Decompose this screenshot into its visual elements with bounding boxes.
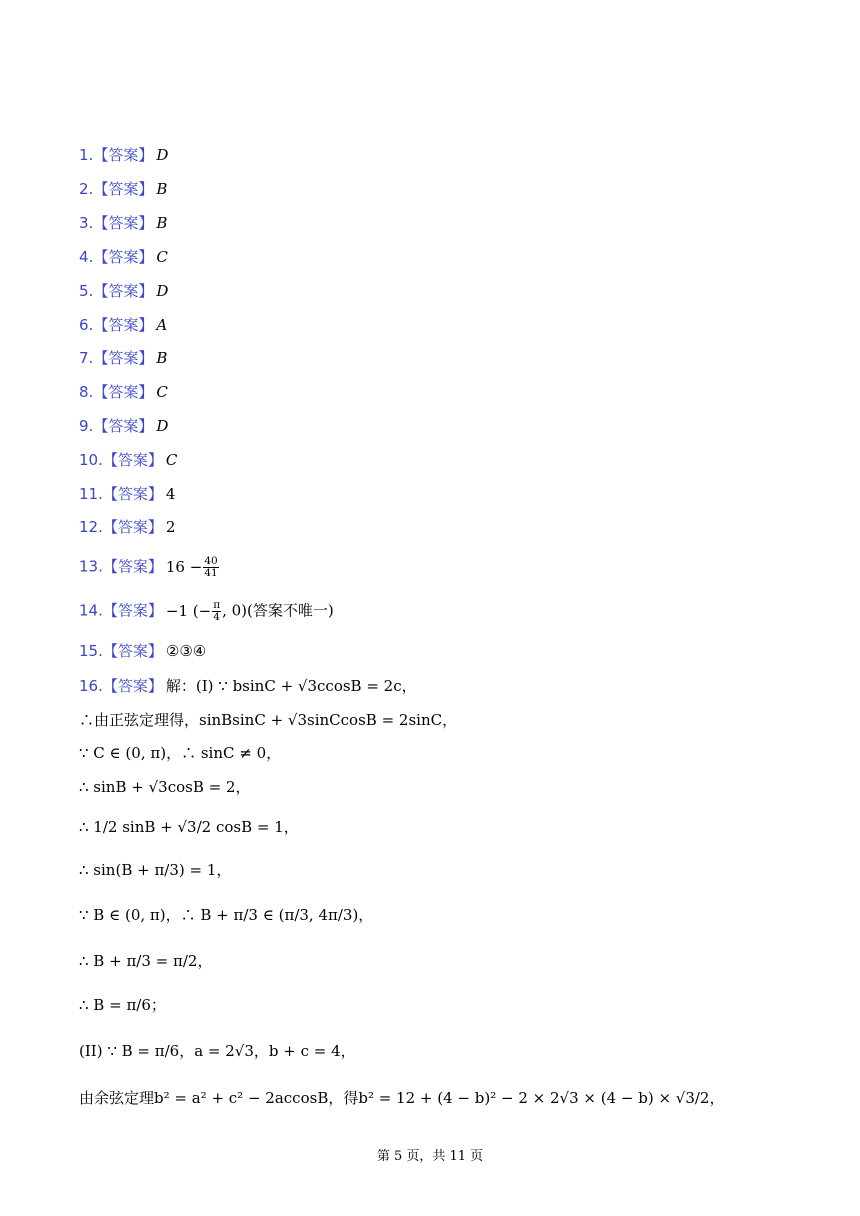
solution-line: ∵ B ∈ (0, π)，∴ B + π/3 ∈ (π/3, 4π/3)，	[79, 906, 374, 924]
answer-line: 7.【答案】 B	[79, 349, 168, 367]
answer-line: 10.【答案】 C	[79, 451, 178, 469]
answer-line: 16.【答案】 解：(I) ∵ bsinC + √3ccosB = 2c，	[79, 677, 417, 695]
fraction: $\frac{\pi}{4}$	[213, 599, 221, 623]
answer-line: 1.【答案】 D	[79, 146, 169, 164]
solution-line: ∵ C ∈ (0, π)，∴ sinC ≠ 0，	[79, 744, 282, 762]
answer-line: 8.【答案】 C	[79, 383, 168, 401]
answer-line: 12.【答案】 2	[79, 518, 176, 536]
answer-line: 2.【答案】 B	[79, 180, 168, 198]
answer-line: 9.【答案】 D	[79, 417, 169, 435]
solution-line: ∴ sinB + √3cosB = 2，	[79, 778, 251, 796]
solution-line: 由余弦定理b² = a² + c² − 2accosB，得b² = 12 + (4 − b)² − 2 × 2√3 × (4 − b) × √3/2，	[79, 1089, 725, 1107]
solution-line: ∴由正弦定理得，sinBsinC + √3sinCcosB = 2sinC，	[79, 711, 458, 729]
answer-line: 14.【答案】 −1 (− $\frac{\pi}{4}$ , 0)(答案不唯一)	[79, 599, 334, 623]
solution-line: ∴ 1/2 sinB + √3/2 cosB = 1，	[79, 818, 299, 836]
fraction: $\frac{40}{41}$	[204, 555, 218, 579]
solution-line: (II) ∵ B = π/6，a = 2√3，b + c = 4，	[79, 1042, 356, 1060]
answer-line: 11.【答案】 4	[79, 485, 176, 503]
answer-line: 3.【答案】 B	[79, 214, 168, 232]
answer-line: 15.【答案】 ②③④	[79, 642, 207, 660]
solution-line: ∴ B + π/3 = π/2，	[79, 952, 213, 970]
page-footer: 第 5 页，共 11 页	[376, 1149, 484, 1164]
answer-line: 6.【答案】 A	[79, 316, 168, 334]
answer-line: 4.【答案】 C	[79, 248, 168, 266]
answer-line: 13.【答案】 16 − $\frac{40}{41}$	[79, 555, 218, 579]
solution-line: ∴ sin(B + π/3) = 1，	[79, 861, 232, 879]
solution-line: ∴ B = π/6；	[79, 996, 166, 1014]
answer-line: 5.【答案】 D	[79, 282, 169, 300]
